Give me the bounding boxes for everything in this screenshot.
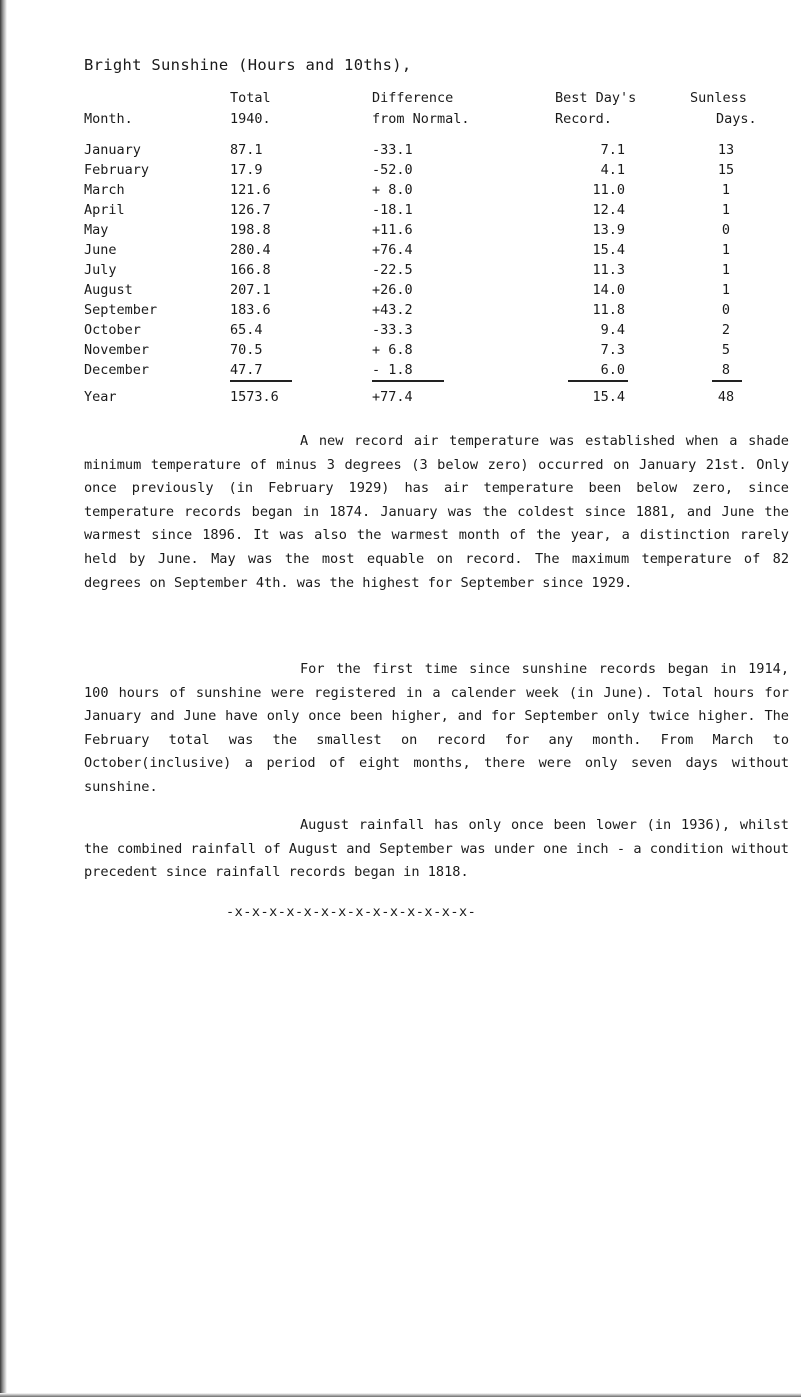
cell-total: 126.7: [230, 202, 271, 218]
section-separator: -x-x-x-x-x-x-x-x-x-x-x-x-x-x-: [226, 904, 477, 920]
cell-sunless: 15: [717, 162, 735, 178]
table-row: [0, 160, 801, 180]
header-sunless-line2: Days.: [716, 111, 757, 127]
cell-difference: + 6.8: [372, 342, 413, 358]
header-total-line2: 1940.: [230, 111, 271, 127]
total-rule: [230, 380, 292, 382]
cell-total: 47.7: [230, 362, 263, 378]
cell-best: 12.4: [592, 202, 625, 218]
table-row: [0, 280, 801, 300]
cell-total: 17.9: [230, 162, 263, 178]
cell-month: September: [84, 302, 158, 318]
header-sunless: [690, 88, 757, 130]
cell-difference: +26.0: [372, 282, 413, 298]
cell-month: December: [84, 362, 150, 378]
cell-sunless: 1: [721, 242, 731, 258]
cell-difference: -52.0: [372, 162, 413, 178]
table-row: [0, 340, 801, 360]
cell-month: January: [84, 142, 141, 158]
table-row: [0, 180, 801, 200]
cell-sunless: 5: [721, 342, 731, 358]
cell-sunless: 1: [721, 262, 731, 278]
cell-difference: -18.1: [372, 202, 413, 218]
paragraph-sunshine-text: For the first time since sunshine records began in 1914, 100 hours of sunshine were registered in a calender week (in June). Total hours for January and June have only once been higher, and for September only twice higher. The February total was the smallest on record for any month. From March to October(inclusive) a period of eight months, there were only seven days without sunshine.: [84, 661, 789, 795]
cell-difference: + 8.0: [372, 182, 413, 198]
cell-sunless: 48: [717, 389, 735, 405]
cell-month: March: [84, 182, 125, 198]
cell-month: November: [84, 342, 150, 358]
cell-difference: -33.1: [372, 142, 413, 158]
cell-sunless: 13: [717, 142, 735, 158]
header-total: [230, 88, 271, 130]
cell-best: 11.8: [592, 302, 625, 318]
year-row: [0, 387, 801, 407]
header-sunless-line1: Sunless: [690, 90, 747, 106]
paragraph-temperature-text: A new record air temperature was established when a shade minimum temperature of minus 3 degrees (3 below zero) occurred on January 21st. Only once previously (in February 1929) has air temperature been below zero, since temperature records began in 1874. January was the coldest since 1881, and June the warmest since 1896. It was also the warmest month of the year, a distinction rarely held by June. May was the most equable on record. The maximum temperature of 82 degrees on September 4th. was the highest for September since 1929.: [84, 433, 789, 591]
cell-sunless: 2: [721, 322, 731, 338]
cell-total: 198.8: [230, 222, 271, 238]
paragraph-rainfall: [84, 814, 789, 885]
paragraph-sunshine: [84, 658, 789, 800]
cell-month: July: [84, 262, 117, 278]
cell-total: 87.1: [230, 142, 263, 158]
header-month-line2: Month.: [84, 111, 133, 127]
cell-best: 15.4: [592, 242, 625, 258]
table-row: [0, 220, 801, 240]
cell-month: April: [84, 202, 125, 218]
cell-difference: +77.4: [372, 389, 413, 405]
header-best-line2: Record.: [555, 111, 612, 127]
cell-best: 6.0: [600, 362, 625, 378]
header-best: [555, 88, 636, 130]
difference-rule: [372, 380, 444, 382]
header-difference-line2: from Normal.: [372, 111, 470, 127]
page-title: Bright Sunshine (Hours and 10ths),: [84, 56, 412, 74]
table-row: [0, 320, 801, 340]
cell-total: 65.4: [230, 322, 263, 338]
cell-month: October: [84, 322, 141, 338]
header-total-line1: Total: [230, 90, 271, 106]
cell-sunless: 0: [721, 302, 731, 318]
best-rule: [568, 380, 628, 382]
paragraph-temperature: [84, 430, 789, 595]
cell-best: 13.9: [592, 222, 625, 238]
cell-sunless: 1: [721, 282, 731, 298]
cell-sunless: 8: [721, 362, 731, 378]
table-row: [0, 360, 801, 380]
header-month-line1: [84, 88, 133, 109]
cell-sunless: 1: [721, 182, 731, 198]
cell-best: 4.1: [600, 162, 625, 178]
header-difference-line1: Difference: [372, 90, 454, 106]
cell-difference: -33.3: [372, 322, 413, 338]
cell-difference: +76.4: [372, 242, 413, 258]
table-row: [0, 140, 801, 160]
cell-best: 14.0: [592, 282, 625, 298]
paragraph-rainfall-text: August rainfall has only once been lower (in 1936), whilst the combined rainfall of August and September was under one inch - a condition without precedent since rainfall records began in 1818.: [84, 817, 789, 881]
cell-month: June: [84, 242, 117, 258]
cell-total: 207.1: [230, 282, 271, 298]
table-row: [0, 260, 801, 280]
header-difference: [372, 88, 470, 130]
header-month: [84, 88, 133, 130]
header-best-line1: Best Day's: [555, 90, 637, 106]
cell-total: 166.8: [230, 262, 271, 278]
cell-month: February: [84, 162, 150, 178]
sunless-rule: [712, 380, 742, 382]
cell-best: 15.4: [592, 389, 625, 405]
table-row: [0, 200, 801, 220]
cell-difference: - 1.8: [372, 362, 413, 378]
scan-bottom-edge: [0, 1393, 801, 1397]
cell-total: 1573.6: [230, 389, 279, 405]
cell-total: 183.6: [230, 302, 271, 318]
cell-best: 7.3: [600, 342, 625, 358]
cell-best: 9.4: [600, 322, 625, 338]
cell-best: 7.1: [600, 142, 625, 158]
cell-month: August: [84, 282, 133, 298]
cell-sunless: 0: [721, 222, 731, 238]
cell-difference: +43.2: [372, 302, 413, 318]
cell-difference: +11.6: [372, 222, 413, 238]
cell-best: 11.0: [592, 182, 625, 198]
cell-total: 280.4: [230, 242, 271, 258]
cell-month: Year: [84, 389, 117, 405]
cell-month: May: [84, 222, 109, 238]
cell-best: 11.3: [592, 262, 625, 278]
cell-total: 70.5: [230, 342, 263, 358]
cell-difference: -22.5: [372, 262, 413, 278]
table-row: [0, 240, 801, 260]
cell-sunless: 1: [721, 202, 731, 218]
cell-total: 121.6: [230, 182, 271, 198]
table-row: [0, 300, 801, 320]
